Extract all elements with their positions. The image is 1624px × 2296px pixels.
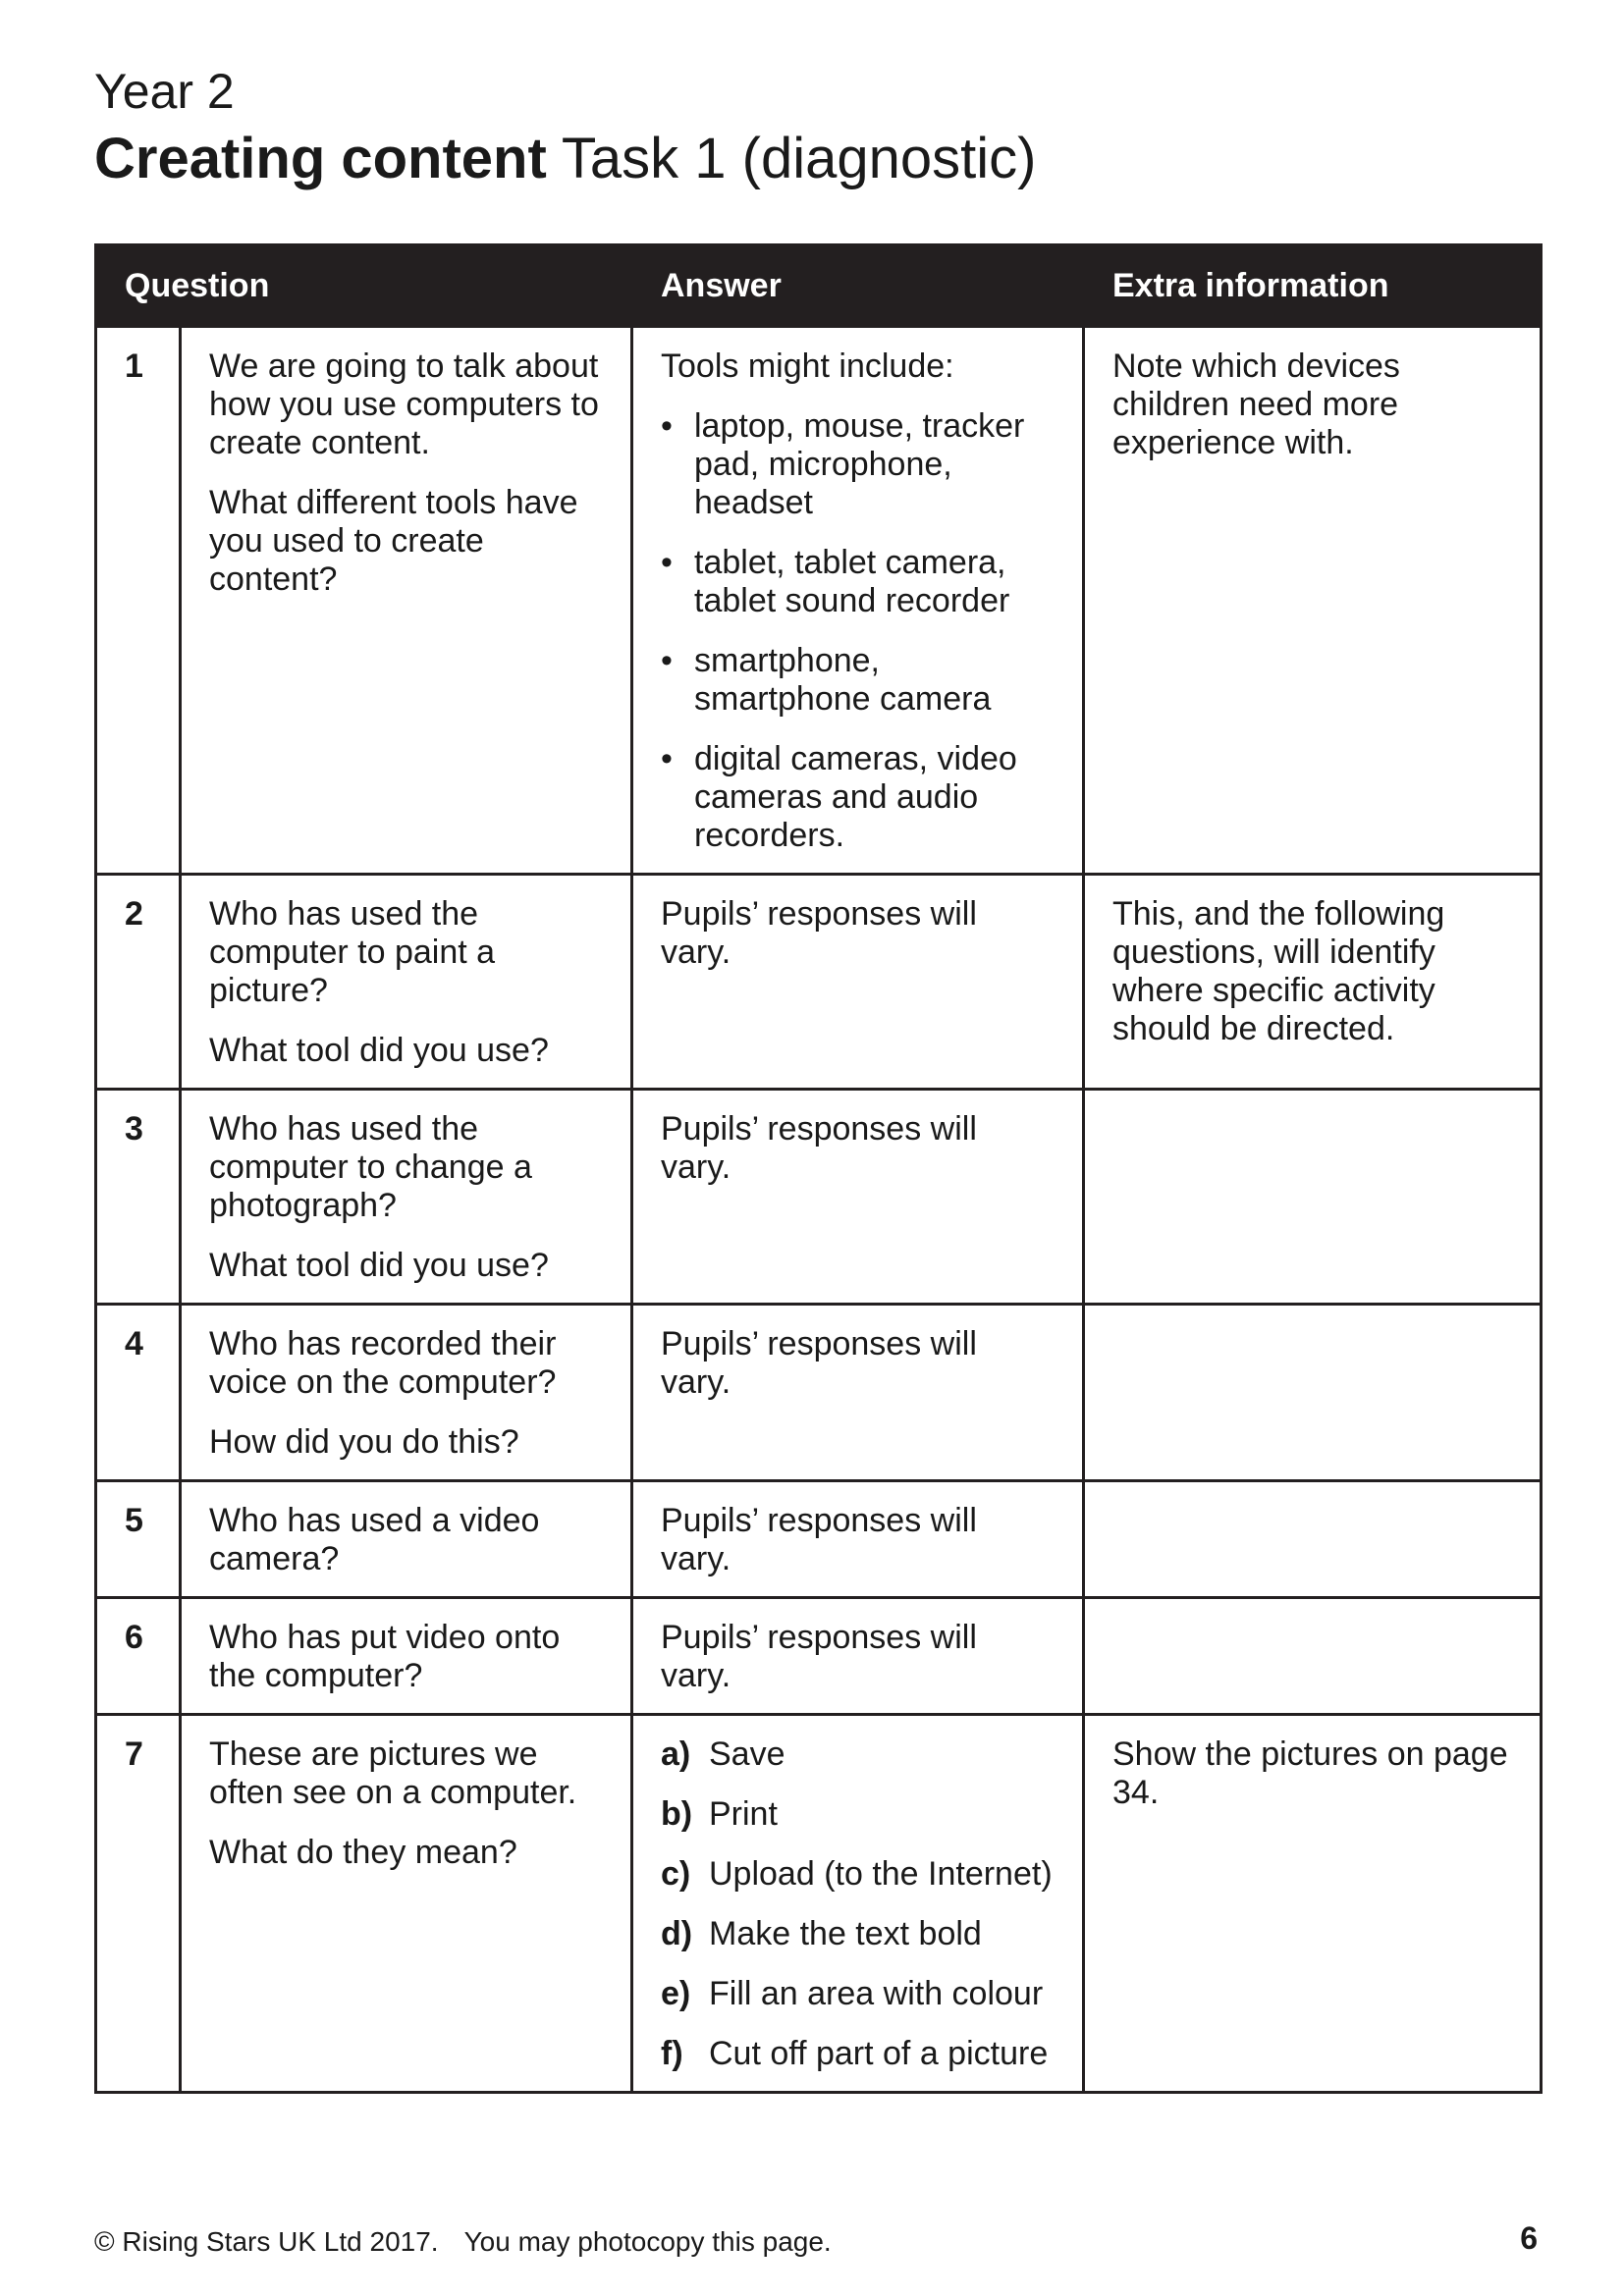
answer-text: Pupils’ responses will vary. <box>661 895 977 971</box>
table-row <box>96 1715 1542 2093</box>
extra-text: Note which devices children need more experience with. <box>1112 347 1400 461</box>
answer-text: Pupils’ responses will vary. <box>661 1619 977 1694</box>
question-number: 5 <box>96 1481 181 1598</box>
table-row <box>96 1481 1542 1598</box>
table-row <box>96 327 1542 875</box>
option-letter: b) <box>661 1795 693 1833</box>
question-text: Who has put video onto the computer? <box>209 1619 561 1694</box>
question-cell <box>181 1715 632 2093</box>
extra-cell <box>1084 327 1542 875</box>
column-header-extra: Extra information <box>1084 245 1542 327</box>
question-text: These are pictures we often see on a computer. <box>209 1735 577 1811</box>
question-text: What tool did you use? <box>209 1032 549 1069</box>
question-number: 2 <box>96 875 181 1090</box>
answer-intro: Tools might include: <box>661 347 954 385</box>
question-cell <box>181 1481 632 1598</box>
table-row <box>96 1305 1542 1481</box>
title-rest: Task 1 (diagnostic) <box>561 127 1037 190</box>
table-header-row <box>96 245 1542 327</box>
task-table <box>94 243 1543 2094</box>
list-item: • smartphone, smartphone camera <box>661 642 1055 719</box>
option-text: Cut off part of a picture <box>709 2035 1049 2072</box>
table-row <box>96 1598 1542 1715</box>
question-text: How did you do this? <box>209 1423 519 1461</box>
table-row <box>96 875 1542 1090</box>
answer-cell <box>632 875 1084 1090</box>
question-number: 4 <box>96 1305 181 1481</box>
year-label: Year 2 <box>94 64 235 119</box>
answer-cell <box>632 327 1084 875</box>
extra-cell <box>1084 1090 1542 1305</box>
question-text: Who has used a video camera? <box>209 1502 540 1577</box>
list-item <box>661 1975 1055 2013</box>
title-bold: Creating content <box>94 127 547 190</box>
extra-cell <box>1084 875 1542 1090</box>
photocopy-note: You may photocopy this page. <box>463 2226 832 2257</box>
page-title <box>94 122 1036 196</box>
list-item <box>661 1915 1055 1953</box>
question-cell <box>181 1598 632 1715</box>
question-cell <box>181 1305 632 1481</box>
list-item: • laptop, mouse, tracker pad, microphone, headset <box>661 407 1055 522</box>
list-item <box>661 1855 1055 1894</box>
meanings-list <box>661 1735 1055 2073</box>
extra-cell <box>1084 1481 1542 1598</box>
answer-cell <box>632 1715 1084 2093</box>
tools-list <box>661 407 1055 855</box>
option-text: Make the text bold <box>709 1915 982 1952</box>
page-number: 6 <box>1520 2220 1538 2256</box>
answer-cell <box>632 1090 1084 1305</box>
question-number: 7 <box>96 1715 181 2093</box>
option-text: Save <box>709 1735 785 1773</box>
extra-cell <box>1084 1598 1542 1715</box>
column-header-question: Question <box>96 245 632 327</box>
option-text: Upload (to the Internet) <box>709 1855 1053 1893</box>
option-text: Print <box>709 1795 778 1833</box>
option-letter: a) <box>661 1735 691 1773</box>
extra-text: Show the pictures on page 34. <box>1112 1735 1508 1811</box>
extra-text: This, and the following questions, will identify where specific activity should be directed. <box>1112 895 1445 1047</box>
option-letter: e) <box>661 1975 691 2012</box>
question-cell <box>181 1090 632 1305</box>
question-text: What tool did you use? <box>209 1247 549 1284</box>
extra-cell <box>1084 1715 1542 2093</box>
answer-cell <box>632 1598 1084 1715</box>
question-number: 3 <box>96 1090 181 1305</box>
footer <box>94 2226 832 2258</box>
column-header-answer: Answer <box>632 245 1084 327</box>
answer-text: Pupils’ responses will vary. <box>661 1325 977 1401</box>
answer-cell <box>632 1305 1084 1481</box>
list-item <box>661 1795 1055 1834</box>
answer-cell <box>632 1481 1084 1598</box>
option-letter: c) <box>661 1855 691 1893</box>
option-text: Fill an area with colour <box>709 1975 1044 2012</box>
question-text: Who has recorded their voice on the computer? <box>209 1325 557 1401</box>
question-number: 1 <box>96 327 181 875</box>
answer-text: Pupils’ responses will vary. <box>661 1502 977 1577</box>
list-item: • tablet, tablet camera, tablet sound recorder <box>661 544 1055 620</box>
question-text: What do they mean? <box>209 1834 517 1871</box>
table-row <box>96 1090 1542 1305</box>
extra-cell <box>1084 1305 1542 1481</box>
list-item <box>661 2035 1055 2073</box>
option-letter: f) <box>661 2035 683 2072</box>
question-cell <box>181 327 632 875</box>
question-text: Who has used the computer to change a photograph? <box>209 1110 532 1224</box>
copyright-text: © Rising Stars UK Ltd 2017. <box>94 2226 439 2257</box>
list-item: • digital cameras, video cameras and audio recorders. <box>661 740 1055 855</box>
question-text: We are going to talk about how you use computers to create content. <box>209 347 599 461</box>
page-header <box>94 61 1036 196</box>
question-cell <box>181 875 632 1090</box>
question-text: Who has used the computer to paint a picture? <box>209 895 496 1009</box>
answer-text: Pupils’ responses will vary. <box>661 1110 977 1186</box>
question-text: What different tools have you used to create content? <box>209 484 578 598</box>
list-item <box>661 1735 1055 1774</box>
question-number: 6 <box>96 1598 181 1715</box>
option-letter: d) <box>661 1915 693 1952</box>
